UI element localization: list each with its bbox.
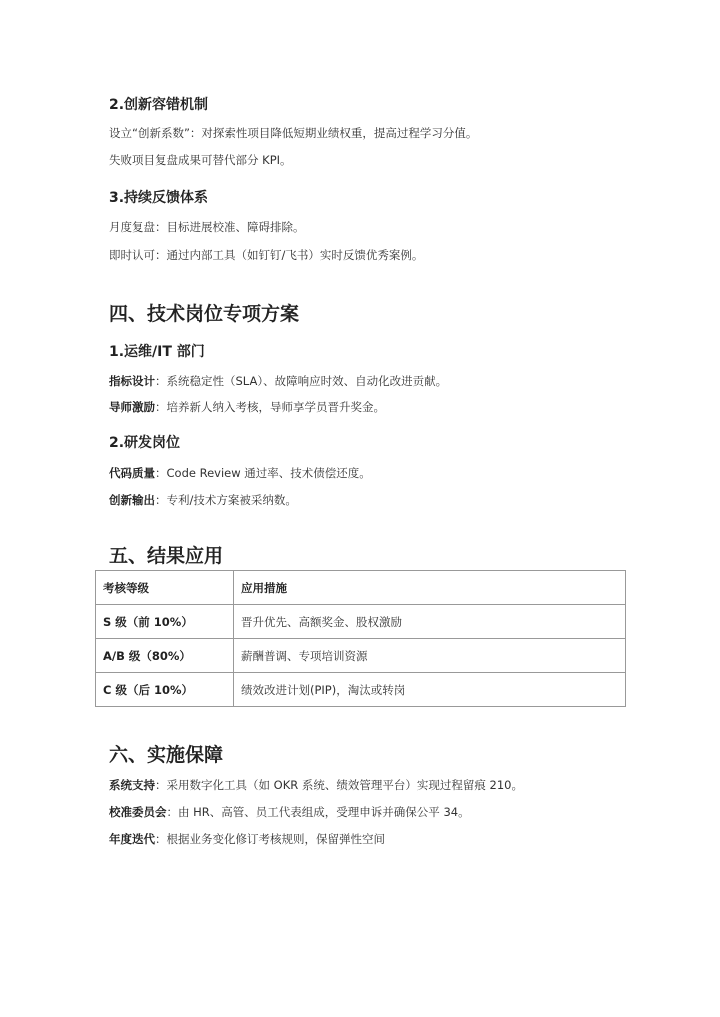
item-text: ：系统稳定性（SLA）、故障响应时效、自动化改进贡献。 [155, 374, 448, 388]
table-row [96, 673, 626, 707]
table-row [96, 639, 626, 673]
list-item [109, 465, 371, 481]
list-item [109, 373, 447, 389]
item-text: ：采用数字化工具（如 OKR 系统、绩效管理平台）实现过程留痕 210。 [155, 778, 523, 792]
item-text: ：由 HR、高管、员工代表组成，受理申诉并确保公平 34。 [166, 805, 470, 819]
section-title-4: 四、技术岗位专项方案 [109, 303, 300, 325]
list-item [109, 831, 385, 847]
item-text: ：Code Review 通过率、技术债偿还度。 [155, 466, 371, 480]
item-text: ：根据业务变化修订考核规则，保留弹性空间 [155, 832, 385, 846]
header-cell: 考核等级 [96, 571, 234, 605]
paragraph: 失败项目复盘成果可替代部分 KPI。 [109, 153, 292, 167]
item-text: ：培养新人纳入考核，导师享学员晋升奖金。 [155, 400, 385, 414]
paragraph: 月度复盘：目标进展校准、障碍排除。 [109, 220, 305, 234]
item-label: 代码质量 [109, 466, 155, 480]
heading-feedback: 3.持续反馈体系 [109, 190, 209, 206]
item-label: 年度迭代 [109, 832, 155, 846]
heading-innovation: 2.创新容错机制 [109, 97, 209, 113]
table-row [96, 605, 626, 639]
item-label: 指标设计 [109, 374, 155, 388]
item-label: 校准委员会 [109, 805, 167, 819]
item-label: 导师激励 [109, 400, 155, 414]
list-item [109, 777, 523, 793]
grade-cell: S 级（前 10%） [96, 605, 234, 639]
paragraph: 即时认可：通过内部工具（如钉钉/飞书）实时反馈优秀案例。 [109, 248, 424, 262]
paragraph: 设立“创新系数”：对探索性项目降低短期业绩权重，提高过程学习分值。 [109, 126, 478, 140]
heading-ops: 1.运维/IT 部门 [109, 344, 205, 360]
measure-cell: 绩效改进计划(PIP)，淘汰或转岗 [234, 673, 626, 707]
results-table [95, 570, 626, 707]
section-title-5: 五、结果应用 [109, 545, 224, 567]
section-title-6: 六、实施保障 [109, 744, 224, 766]
measure-cell: 晋升优先、高额奖金、股权激励 [234, 605, 626, 639]
table-header [96, 571, 626, 605]
heading-dev: 2.研发岗位 [109, 435, 181, 451]
item-label: 创新输出 [109, 493, 155, 507]
header-cell: 应用措施 [234, 571, 626, 605]
item-text: ：专利/技术方案被采纳数。 [155, 493, 297, 507]
grade-cell: C 级（后 10%） [96, 673, 234, 707]
measure-cell: 薪酬普调、专项培训资源 [234, 639, 626, 673]
list-item [109, 492, 297, 508]
grade-cell: A/B 级（80%） [96, 639, 234, 673]
item-label: 系统支持 [109, 778, 155, 792]
list-item [109, 804, 470, 820]
list-item [109, 399, 385, 415]
